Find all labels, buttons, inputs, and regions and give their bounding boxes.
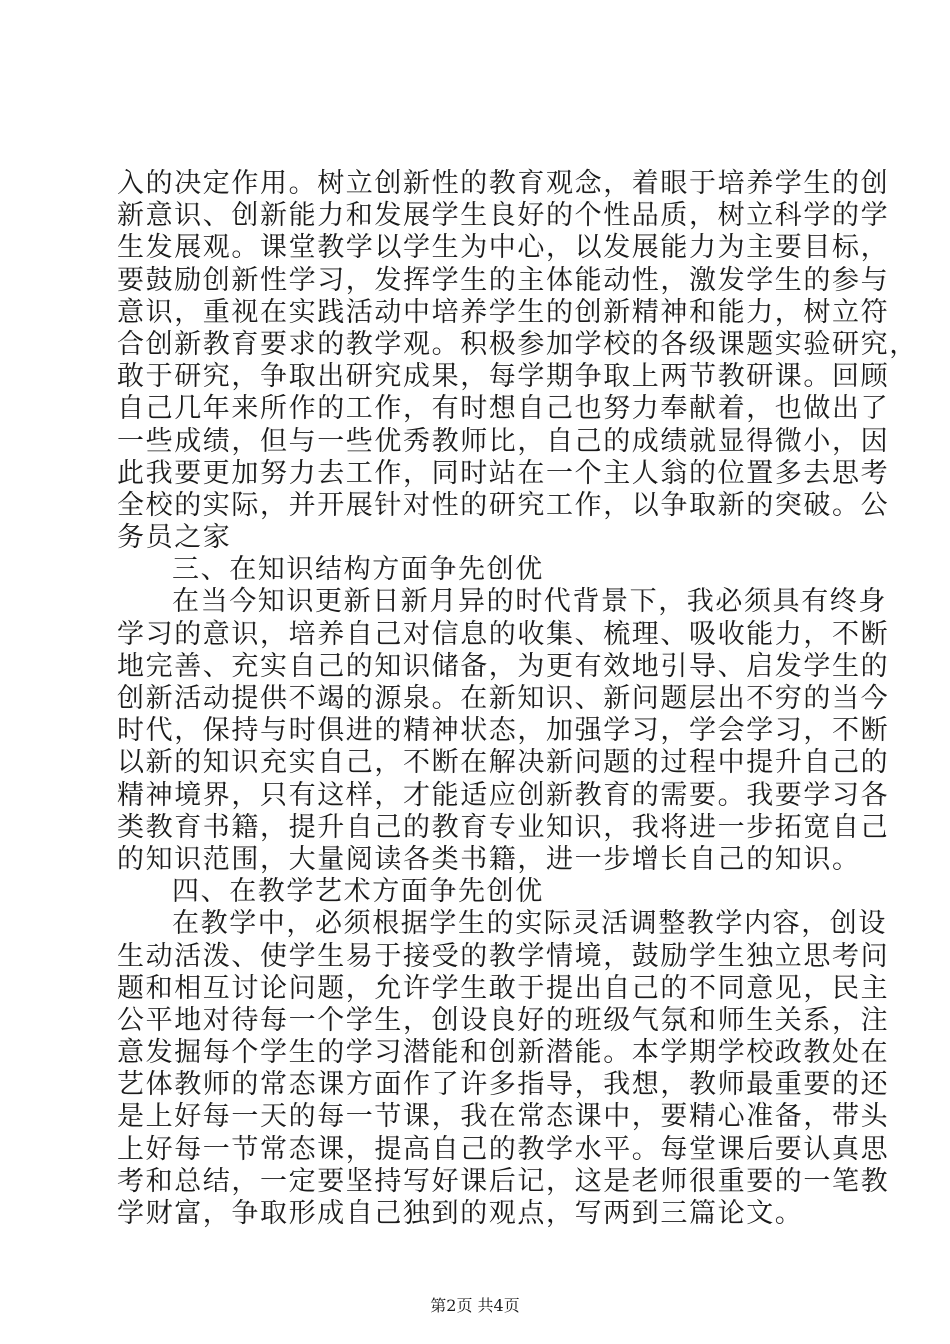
body-line: 是上好每一天的每一节课，我在常态课中，要精心准备，带头: [117, 1101, 890, 1132]
body-line: 类教育书籍，提升自己的教育专业知识，我将进一步拓宽自己: [117, 812, 890, 843]
section-heading: 四、在教学艺术方面争先创优: [172, 876, 544, 907]
body-line: 意发掘每个学生的学习潜能和创新潜能。本学期学校政教处在: [117, 1037, 890, 1068]
body-line: 新意识、创新能力和发展学生良好的个性品质，树立科学的学: [117, 200, 890, 231]
body-line: 务员之家: [117, 522, 232, 553]
section-heading: 三、在知识结构方面争先创优: [172, 554, 544, 585]
body-line: 要鼓励创新性学习，发挥学生的主体能动性，激发学生的参与: [117, 265, 890, 296]
body-line: 时代，保持与时俱进的精神状态，加强学习，学会学习，不断: [117, 715, 890, 746]
body-line: 敢于研究，争取出研究成果，每学期争取上两节教研课。回顾: [117, 361, 890, 392]
body-line: 生动活泼、使学生易于接受的教学情境，鼓励学生独立思考问: [117, 941, 890, 972]
body-line: 全校的实际，并开展针对性的研究工作，以争取新的突破。公: [117, 490, 890, 521]
body-line: 公平地对待每一个学生，创设良好的班级气氛和师生关系，注: [117, 1005, 890, 1036]
body-line: 自己几年来所作的工作，有时想自己也努力奉献着，也做出了: [117, 393, 890, 424]
body-line: 学习的意识，培养自己对信息的收集、梳理、吸收能力，不断: [117, 619, 890, 650]
body-line: 精神境界，只有这样，才能适应创新教育的需要。我要学习各: [117, 780, 890, 811]
body-line: 此我要更加努力去工作，同时站在一个主人翁的位置多去思考: [117, 458, 890, 489]
body-line: 入的决定作用。树立创新性的教育观念，着眼于培养学生的创: [117, 168, 890, 199]
body-line: 学财富，争取形成自己独到的观点，写两到三篇论文。: [117, 1198, 804, 1229]
paragraph-first-line: 在教学中，必须根据学生的实际灵活调整教学内容，创设: [172, 908, 887, 939]
body-line: 生发展观。课堂教学以学生为中心，以发展能力为主要目标，: [117, 232, 890, 263]
body-line: 上好每一节常态课，提高自己的教学水平。每堂课后要认真思: [117, 1134, 890, 1165]
body-line: 以新的知识充实自己，不断在解决新问题的过程中提升自己的: [117, 747, 890, 778]
body-line: 一些成绩，但与一些优秀教师比，自己的成绩就显得微小，因: [117, 426, 890, 457]
paragraph-first-line: 在当今知识更新日新月异的时代背景下，我必须具有终身: [172, 586, 887, 617]
body-line: 合创新教育要求的教学观。积极参加学校的各级课题实验研究，: [117, 329, 918, 360]
body-line: 意识，重视在实践活动中培养学生的创新精神和能力，树立符: [117, 297, 890, 328]
body-line: 的知识范围，大量阅读各类书籍，进一步增长自己的知识。: [117, 844, 861, 875]
body-line: 艺体教师的常态课方面作了许多指导，我想，教师最重要的还: [117, 1069, 890, 1100]
body-line: 题和相互讨论问题，允许学生敢于提出自己的不同意见，民主: [117, 973, 890, 1004]
body-line: 考和总结，一定要坚持写好课后记，这是老师很重要的一笔教: [117, 1166, 890, 1197]
page-number: 第2页 共4页: [430, 1296, 520, 1315]
body-line: 创新活动提供不竭的源泉。在新知识、新问题层出不穷的当今: [117, 683, 890, 714]
body-line: 地完善、充实自己的知识储备，为更有效地引导、启发学生的: [117, 651, 890, 682]
